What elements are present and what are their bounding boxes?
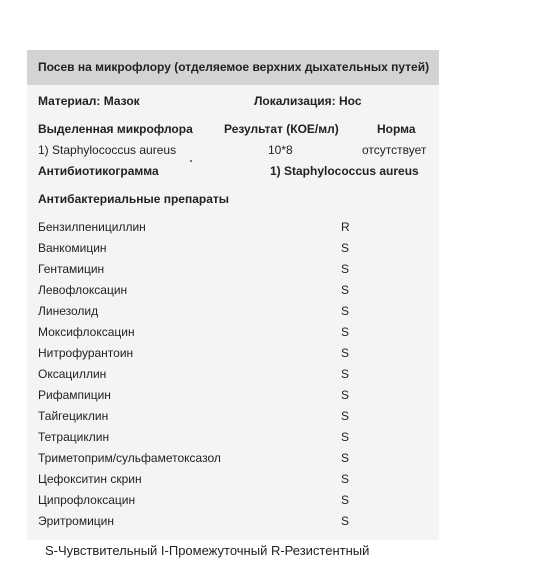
material-label: Материал: Мазок	[38, 94, 140, 108]
antibiogram-organism: 1) Staphylococcus aureus	[270, 164, 419, 178]
drug-name: Линезолид	[38, 304, 99, 318]
drug-name: Левофлоксацин	[38, 283, 128, 297]
drug-name: Тайгециклин	[38, 409, 109, 423]
finding-norm: отсутствует	[362, 143, 427, 157]
drug-name: Моксифлоксацин	[38, 325, 135, 339]
drug-result: S	[341, 430, 350, 444]
finding-result: 10*8	[268, 143, 293, 157]
drug-name: Эритромицин	[38, 514, 115, 528]
drug-result: S	[341, 472, 350, 486]
column-norm: Норма	[377, 122, 416, 136]
drug-result: S	[341, 451, 350, 465]
drug-result: S	[341, 514, 350, 528]
report-title: Посев на микрофлору (отделяемое верхних дыхательных путей)	[38, 60, 430, 74]
drug-name: Нитрофурантоин	[38, 346, 134, 360]
drug-result: S	[341, 304, 350, 318]
localization-label: Локализация: Нос	[254, 94, 362, 108]
drug-result: S	[341, 283, 350, 297]
drugs-heading: Антибактериальные препараты	[38, 192, 229, 206]
drug-name: Ванкомицин	[38, 241, 107, 255]
drug-name: Триметоприм/сульфаметоксазол	[38, 451, 221, 465]
antibiogram-label: Антибиотикограмма	[38, 164, 159, 178]
legend-text: S-Чувствительный I-Промежуточный R-Резистентный	[45, 543, 370, 558]
drug-result: S	[341, 325, 350, 339]
drug-result: S	[341, 493, 350, 507]
drug-result: R	[341, 220, 350, 234]
drug-result: S	[341, 262, 350, 276]
drug-result: S	[341, 388, 350, 402]
drug-name: Оксациллин	[38, 367, 107, 381]
artifact-dot	[190, 160, 192, 162]
column-result: Результат (КОЕ/мл)	[224, 122, 339, 136]
finding-organism: 1) Staphylococcus aureus	[38, 143, 177, 157]
drug-name: Ципрофлоксацин	[38, 493, 136, 507]
drug-result: S	[341, 241, 350, 255]
drug-name: Рифампицин	[38, 388, 111, 402]
drug-name: Бензилпенициллин	[38, 220, 146, 234]
drug-name: Гентамицин	[38, 262, 105, 276]
column-microflora: Выделенная микрофлора	[38, 122, 193, 136]
drug-result: S	[341, 346, 350, 360]
drug-name: Цефокситин скрин	[38, 472, 142, 486]
drug-result: S	[341, 367, 350, 381]
drug-result: S	[341, 409, 350, 423]
drug-name: Тетрациклин	[38, 430, 110, 444]
